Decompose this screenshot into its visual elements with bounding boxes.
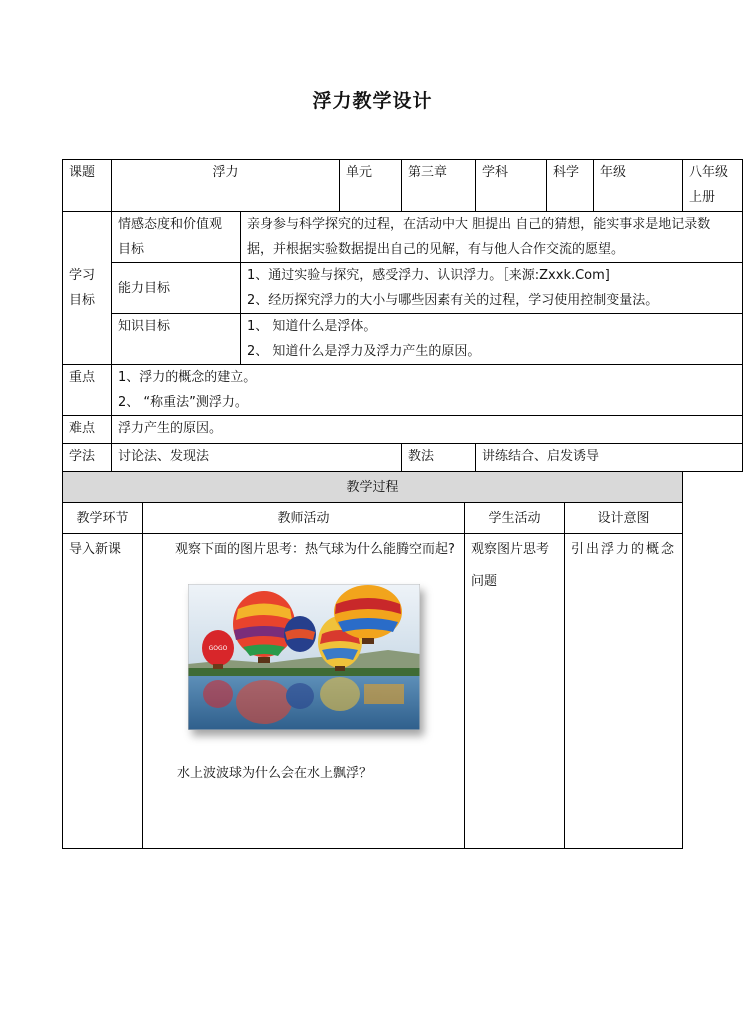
header-student: 学生活动 [465,503,565,534]
knowledge-text [241,314,743,365]
ability-label: 能力目标 [112,263,241,314]
teach-method-value: 讲练结合、启发诱导 [476,444,743,472]
teach-method-label: 教法 [402,444,476,472]
ability-line-1: 1、通过实验与探究，感受浮力、认识浮力。［来源:Zxxk.Com] [247,268,610,283]
knowledge-line-1: 1、 知道什么是浮体。 [247,319,377,334]
ability-text [241,263,743,314]
learn-method-label: 学法 [63,444,112,472]
intent-cell: 引出浮力的概念 [565,534,683,849]
teacher-question-2: 水上波波球为什么会在水上飘浮？ [177,766,373,781]
header-teacher: 教师活动 [143,503,465,534]
teacher-question-1: 观察下面的图片思考：热气球为什么能腾空而起? [175,542,455,557]
emotion-text: 亲身参与科学探究的过程，在活动中大 胆提出 自己的猜想，能实事求是地记录数据，并根据实验数据提出自己的见解，有与他人合作交流的愿望。 [241,212,743,263]
grade-label: 年级 [594,160,683,212]
emotion-label: 情感态度和价值观目标 [112,212,241,263]
header-intent: 设计意图 [565,503,683,534]
key-label: 重点 [63,365,112,416]
hot-air-balloon-image [188,584,420,730]
balloon-logo-text: GOGO [208,645,227,652]
learn-method-value: 讨论法、发现法 [112,444,402,472]
unit-label: 单元 [340,160,402,212]
student-cell: 观察图片思考问题 [465,534,565,849]
header-stage: 教学环节 [63,503,143,534]
topic-value: 浮力 [112,160,340,212]
ability-line-2: 2、经历探究浮力的大小与哪些因素有关的过程，学习使用控制变量法。 [247,293,659,308]
knowledge-line-2: 2、 知道什么是浮力及浮力产生的原因。 [247,344,481,359]
teacher-cell [143,534,465,849]
blue-balloon [284,616,316,652]
grade-value: 八年级上册 [683,160,743,212]
difficulty-text: 浮力产生的原因。 [112,416,743,444]
objectives-label: 学习目标 [63,212,112,365]
key-line-2: 2、 “称重法”测浮力。 [118,395,248,410]
difficulty-label: 难点 [63,416,112,444]
subject-label: 学科 [476,160,547,212]
info-table [62,159,743,472]
key-line-1: 1、浮力的概念的建立。 [118,370,257,385]
subject-value: 科学 [547,160,594,212]
knowledge-label: 知识目标 [112,314,241,365]
page-title: 浮力教学设计 [312,90,433,112]
key-text [112,365,743,416]
topic-label: 课题 [63,160,112,212]
stage-cell: 导入新课 [63,534,143,849]
unit-value: 第三章 [402,160,476,212]
process-title: 教学过程 [63,472,683,503]
process-table [62,471,683,849]
